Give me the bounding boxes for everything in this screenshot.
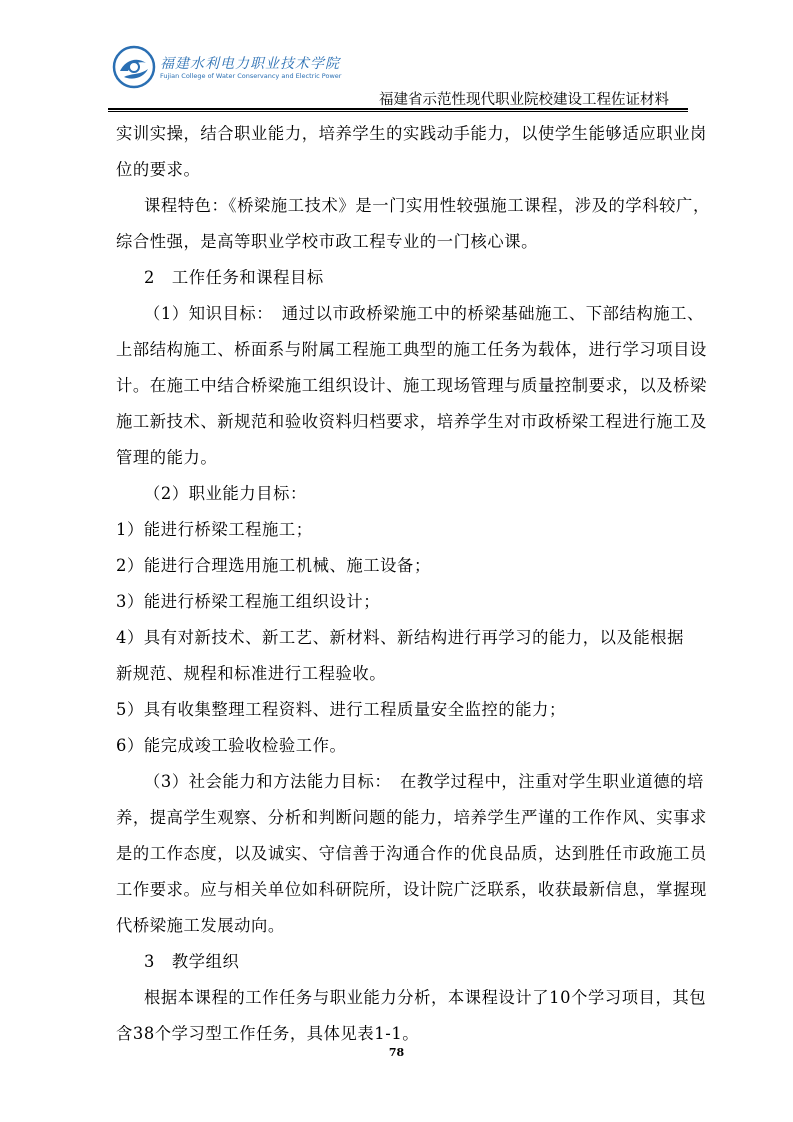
list-item: 6）能完成竣工验收检验工作。 <box>116 736 347 755</box>
header-rule-thin <box>108 111 688 112</box>
text-line: 综合性强，是高等职业学校市政工程专业的一门核心课。 <box>116 232 539 251</box>
list-item: 2）能进行合理选用施工机械、施工设备； <box>116 556 431 575</box>
logo-title: 福建水利电力职业技术学院 <box>160 56 340 72</box>
text-line: 养，提高学生观察、分析和判断问题的能力，培养学生严谨的工作作风、实事求 <box>116 808 707 827</box>
text-line: 管理的能力。 <box>116 448 218 467</box>
document-title: 福建省示范性现代职业院校建设工程佐证材料 <box>379 92 669 108</box>
text-line: 代桥梁施工发展动向。 <box>116 916 285 935</box>
text-line: 是的工作态度，以及诚实、守信善于沟通合作的优良品质，达到胜任市政施工员 <box>116 844 707 863</box>
text-line: 工作要求。应与相关单位如科研院所，设计院广泛联系，收获最新信息，掌握现 <box>116 880 707 899</box>
text-line: 上部结构施工、桥面系与附属工程施工典型的施工任务为载体，进行学习项目设 <box>116 340 707 359</box>
page-number: 78 <box>388 1046 405 1059</box>
text-line: 含38个学习型工作任务，具体见表1-1。 <box>116 1024 420 1043</box>
text-line: 施工新技术、新规范和验收资料归档要求，培养学生对市政桥梁工程进行施工及 <box>116 412 707 431</box>
section-heading: 2 工作任务和课程目标 <box>144 268 324 287</box>
college-emblem-icon <box>112 45 156 89</box>
section-heading: 3 教学组织 <box>144 952 240 971</box>
logo-subtitle: Fujian College of Water Conservancy and Electric Power <box>160 72 342 80</box>
text-line: 根据本课程的工作任务与职业能力分析，本课程设计了10个学习项目，其包 <box>144 988 707 1007</box>
list-item: 3）能进行桥梁工程施工组织设计； <box>116 592 381 611</box>
text-line: （2）职业能力目标： <box>144 484 307 503</box>
text-line: 课程特色：《桥梁施工技术》是一门实用性较强施工课程，涉及的学科较广， <box>144 196 710 215</box>
text-line: （1）知识目标： 通过以市政桥梁施工中的桥梁基础施工、下部结构施工、 <box>144 304 704 323</box>
page-header <box>0 0 793 112</box>
list-item: 4）具有对新技术、新工艺、新材料、新结构进行再学习的能力，以及能根据 <box>116 628 685 647</box>
text-line: 计。在施工中结合桥梁施工组织设计、施工现场管理与质量控制要求，以及桥梁 <box>116 376 707 395</box>
text-line: 实训实操，结合职业能力，培养学生的实践动手能力，以使学生能够适应职业岗 <box>116 124 707 143</box>
text-line: （3）社会能力和方法能力目标： 在教学过程中，注重对学生职业道德的培 <box>144 772 704 791</box>
college-logo <box>108 45 342 91</box>
header-rule <box>108 108 688 110</box>
text-line: 位的要求。 <box>116 160 201 179</box>
list-item: 1）能进行桥梁工程施工； <box>116 520 313 539</box>
list-item: 5）具有收集整理工程资料、进行工程质量安全监控的能力； <box>116 700 566 719</box>
text-line: 新规范、规程和标准进行工程验收。 <box>116 664 387 683</box>
